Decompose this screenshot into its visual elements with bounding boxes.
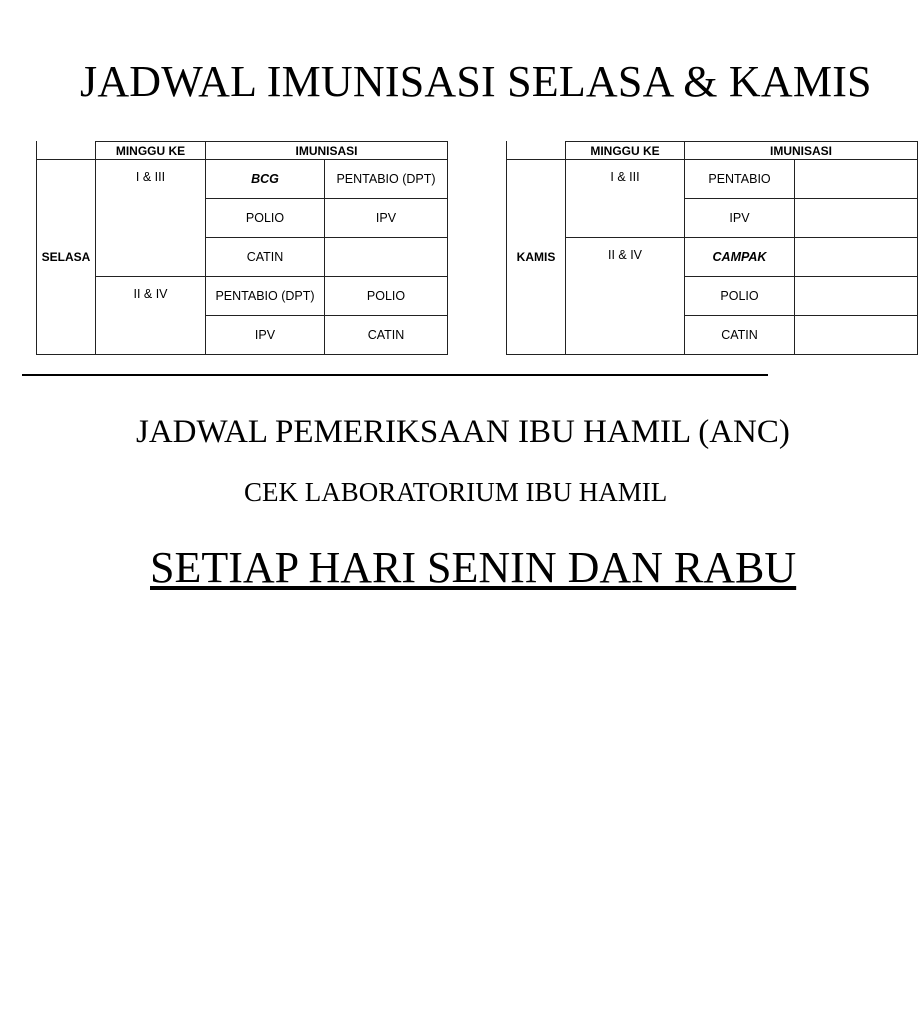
table-header-row — [507, 142, 918, 160]
empty-header-cell — [37, 142, 96, 160]
vaccine-cell: POLIO — [206, 199, 325, 238]
section-divider — [22, 374, 768, 376]
vaccine-cell — [325, 238, 448, 277]
week-label: I & III — [566, 160, 685, 238]
vaccine-cell: PENTABIO (DPT) — [325, 160, 448, 199]
vaccine-cell — [795, 199, 918, 238]
vaccine-cell: PENTABIO (DPT) — [206, 277, 325, 316]
immunization-header: IMUNISASI — [206, 142, 448, 160]
table-row — [37, 277, 448, 316]
vaccine-cell: CAMPAK — [685, 238, 795, 277]
week-header: MINGGU KE — [566, 142, 685, 160]
immunization-header: IMUNISASI — [685, 142, 918, 160]
vaccine-cell: IPV — [206, 316, 325, 355]
vaccine-cell — [795, 160, 918, 199]
vaccine-cell: IPV — [325, 199, 448, 238]
vaccine-cell: POLIO — [325, 277, 448, 316]
kamis-immunization-table — [506, 141, 918, 355]
table-row — [507, 160, 918, 199]
vaccine-cell — [795, 316, 918, 355]
vaccine-cell: POLIO — [685, 277, 795, 316]
week-label: II & IV — [96, 277, 206, 355]
week-label: II & IV — [566, 238, 685, 355]
empty-header-cell — [507, 142, 566, 160]
vaccine-cell: CATIN — [206, 238, 325, 277]
week-header: MINGGU KE — [96, 142, 206, 160]
day-label: SELASA — [37, 160, 96, 355]
week-label: I & III — [96, 160, 206, 277]
vaccine-cell: CATIN — [685, 316, 795, 355]
lab-check-title: CEK LABORATORIUM IBU HAMIL — [244, 477, 668, 507]
vaccine-cell: BCG — [206, 160, 325, 199]
vaccine-cell: PENTABIO — [685, 160, 795, 199]
vaccine-cell — [795, 238, 918, 277]
vaccine-cell: CATIN — [325, 316, 448, 355]
day-schedule-text: SETIAP HARI SENIN DAN RABU — [150, 543, 797, 592]
page-title: JADWAL IMUNISASI SELASA & KAMIS — [80, 57, 872, 106]
table-row — [507, 238, 918, 277]
vaccine-cell: IPV — [685, 199, 795, 238]
vaccine-cell — [795, 277, 918, 316]
anc-schedule-title: JADWAL PEMERIKSAAN IBU HAMIL (ANC) — [136, 414, 790, 450]
day-label: KAMIS — [507, 160, 566, 355]
selasa-immunization-table — [36, 141, 448, 355]
table-row — [37, 160, 448, 199]
table-header-row — [37, 142, 448, 160]
